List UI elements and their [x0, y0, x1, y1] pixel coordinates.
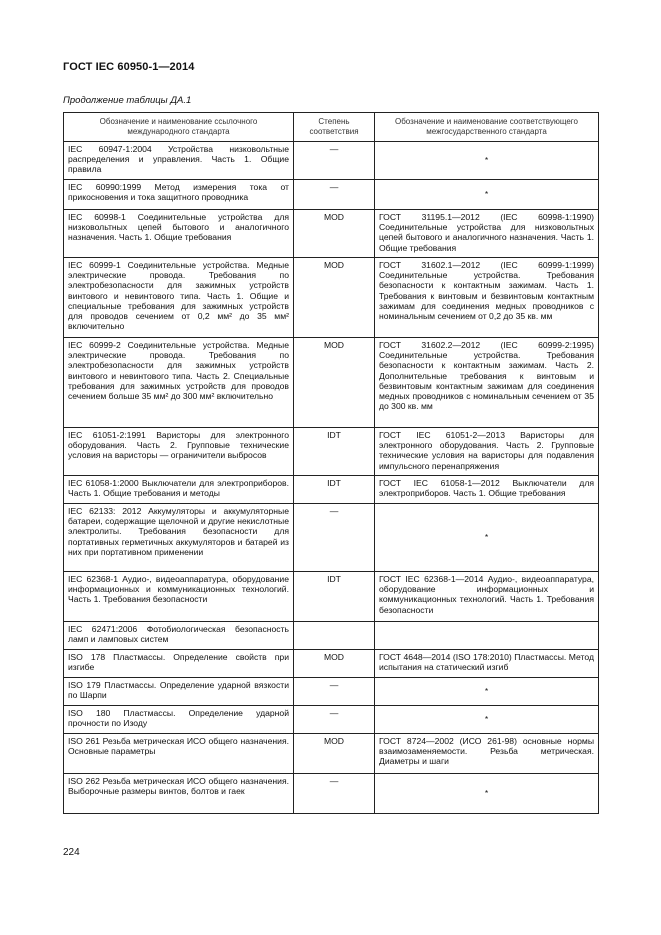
interstate-standard-cell: ГОСТ 31602.2—2012 (IEC 60999-2:1995) Соединительные устройства. Требования безопасности к контактным зажимам. Часть 2. Дополнительные требования к винтовым и безвинтовым контактным зажимам для соединения медных проводников с номинальным сечением от 35 до 300 кв. мм — [375, 338, 599, 428]
table-row — [64, 678, 599, 706]
international-standard-cell: ISO 178 Пластмассы. Определение свойств при изгибе — [64, 650, 294, 678]
table-row — [64, 734, 599, 774]
interstate-standard-cell: ГОСТ IEC 62368-1—2014 Аудио-, видеоаппаратура, оборудование информационных и коммуникационных технологий. Часть 1. Требования безопасности — [375, 572, 599, 622]
degree-cell: — — [294, 678, 375, 706]
degree-cell: — — [294, 504, 375, 572]
table-row — [64, 774, 599, 814]
degree-cell: — — [294, 142, 375, 180]
degree-cell: IDT — [294, 572, 375, 622]
international-standard-cell: IEC 62471:2006 Фотобиологическая безопасность ламп и ламповых систем — [64, 622, 294, 650]
international-standard-cell: ISO 261 Резьба метрическая ИСО общего назначения. Основные параметры — [64, 734, 294, 774]
international-standard-cell: IEC 60947-1:2004 Устройства низковольтные распределения и управления. Часть 1. Общие правила — [64, 142, 294, 180]
table-row — [64, 650, 599, 678]
interstate-standard-cell — [375, 622, 599, 650]
international-standard-cell: IEC 60990:1999 Метод измерения тока от прикосновения и тока защитного проводника — [64, 180, 294, 210]
interstate-standard-cell: ГОСТ IEC 61051-2—2013 Варисторы для электронного оборудования. Часть 2. Групповые технические условия на варисторы для подавления импульсного перенапряжения — [375, 428, 599, 476]
interstate-standard-cell: ГОСТ 31195.1—2012 (IEC 60998-1:1990) Соединительные устройства для низковольтных цепей бытового и аналогичного назначения. Часть 1. Общие требования — [375, 210, 599, 258]
column-header-degree: Степень соответствия — [294, 113, 375, 142]
table-row — [64, 476, 599, 504]
column-header-international: Обозначение и наименование ссылочного международного стандарта — [64, 113, 294, 142]
page-number: 224 — [63, 847, 80, 858]
international-standard-cell: IEC 61058-1:2000 Выключатели для электроприборов. Часть 1. Общие требования и методы — [64, 476, 294, 504]
degree-cell: MOD — [294, 650, 375, 678]
standards-table — [63, 112, 599, 814]
interstate-standard-cell: ГОСТ 8724—2002 (ИСО 261-98) основные нормы взаимозаменяемости. Резьба метрическая. Диаметры и шаги — [375, 734, 599, 774]
interstate-standard-cell: ГОСТ 4648—2014 (ISO 178:2010) Пластмассы. Метод испытания на статический изгиб — [375, 650, 599, 678]
table-row — [64, 572, 599, 622]
interstate-standard-cell: * — [375, 678, 599, 706]
table-row — [64, 338, 599, 428]
international-standard-cell: IEC 60999-2 Соединительные устройства. Медные электрические провода. Требования по электробезопасности для зажимных устройств винтового и невинтового типа. Часть 2. Специальные требования для зажимных устройств для проводов сечением больше 35 мм² до 300 мм² включительно — [64, 338, 294, 428]
interstate-standard-cell: * — [375, 142, 599, 180]
degree-cell: — — [294, 774, 375, 814]
table-row — [64, 180, 599, 210]
table-row — [64, 258, 599, 338]
table-caption: Продолжение таблицы ДА.1 — [63, 95, 192, 106]
international-standard-cell: ISO 179 Пластмассы. Определение ударной вязкости по Шарпи — [64, 678, 294, 706]
degree-cell: — — [294, 180, 375, 210]
interstate-standard-cell: * — [375, 774, 599, 814]
degree-cell: MOD — [294, 338, 375, 428]
interstate-standard-cell: ГОСТ 31602.1—2012 (IEC 60999-1:1999) Соединительные устройства. Требования безопасности к контактным зажимам. Часть 1. Требования к винтовым и безвинтовым контактным зажимам для соединения медных проводников с номинальным сечением от 0,2 до 35 кв. мм — [375, 258, 599, 338]
table-row — [64, 210, 599, 258]
column-header-interstate: Обозначение и наименование соответствующего межгосударственного стандарта — [375, 113, 599, 142]
degree-cell: IDT — [294, 428, 375, 476]
table-row — [64, 706, 599, 734]
degree-cell: MOD — [294, 734, 375, 774]
degree-cell: — — [294, 706, 375, 734]
international-standard-cell: IEC 60999-1 Соединительные устройства. Медные электрические провода. Требования по электробезопасности для зажимных устройств винтового и невинтового типа. Часть 1. Общие и специальные требования для зажимных устройств для проводов сечением от 0,2 мм² до 35 мм² включительно — [64, 258, 294, 338]
international-standard-cell: IEC 62368-1 Аудио-, видеоаппаратура, оборудование информационных и коммуникационных технологий. Часть 1. Требования безопасности — [64, 572, 294, 622]
table-header-row — [64, 113, 599, 142]
international-standard-cell: IEC 61051-2:1991 Варисторы для электронного оборудования. Часть 2. Групповые технические условия на варисторы — ограничители выбросов — [64, 428, 294, 476]
international-standard-cell: ISO 180 Пластмассы. Определение ударной прочности по Изоду — [64, 706, 294, 734]
table-row — [64, 504, 599, 572]
table-row — [64, 622, 599, 650]
interstate-standard-cell: * — [375, 706, 599, 734]
degree-cell: IDT — [294, 476, 375, 504]
degree-cell — [294, 622, 375, 650]
international-standard-cell: IEC 62133: 2012 Аккумуляторы и аккумуляторные батареи, содержащие щелочной и другие некислотные электролиты. Требования безопасности для портативных герметичных аккумуляторов и батарей из них при портативном применении — [64, 504, 294, 572]
table-row — [64, 142, 599, 180]
interstate-standard-cell: * — [375, 180, 599, 210]
degree-cell: MOD — [294, 258, 375, 338]
interstate-standard-cell: ГОСТ IEC 61058-1—2012 Выключатели для электроприборов. Часть 1. Общие требования — [375, 476, 599, 504]
international-standard-cell: IEC 60998-1 Соединительные устройства для низковольтных цепей бытового и аналогичного назначения. Часть 1. Общие требования — [64, 210, 294, 258]
document-title: ГОСТ IEC 60950-1—2014 — [63, 61, 195, 73]
table-row — [64, 428, 599, 476]
interstate-standard-cell: * — [375, 504, 599, 572]
international-standard-cell: ISO 262 Резьба метрическая ИСО общего назначения. Выборочные размеры винтов, болтов и гаек — [64, 774, 294, 814]
degree-cell: MOD — [294, 210, 375, 258]
